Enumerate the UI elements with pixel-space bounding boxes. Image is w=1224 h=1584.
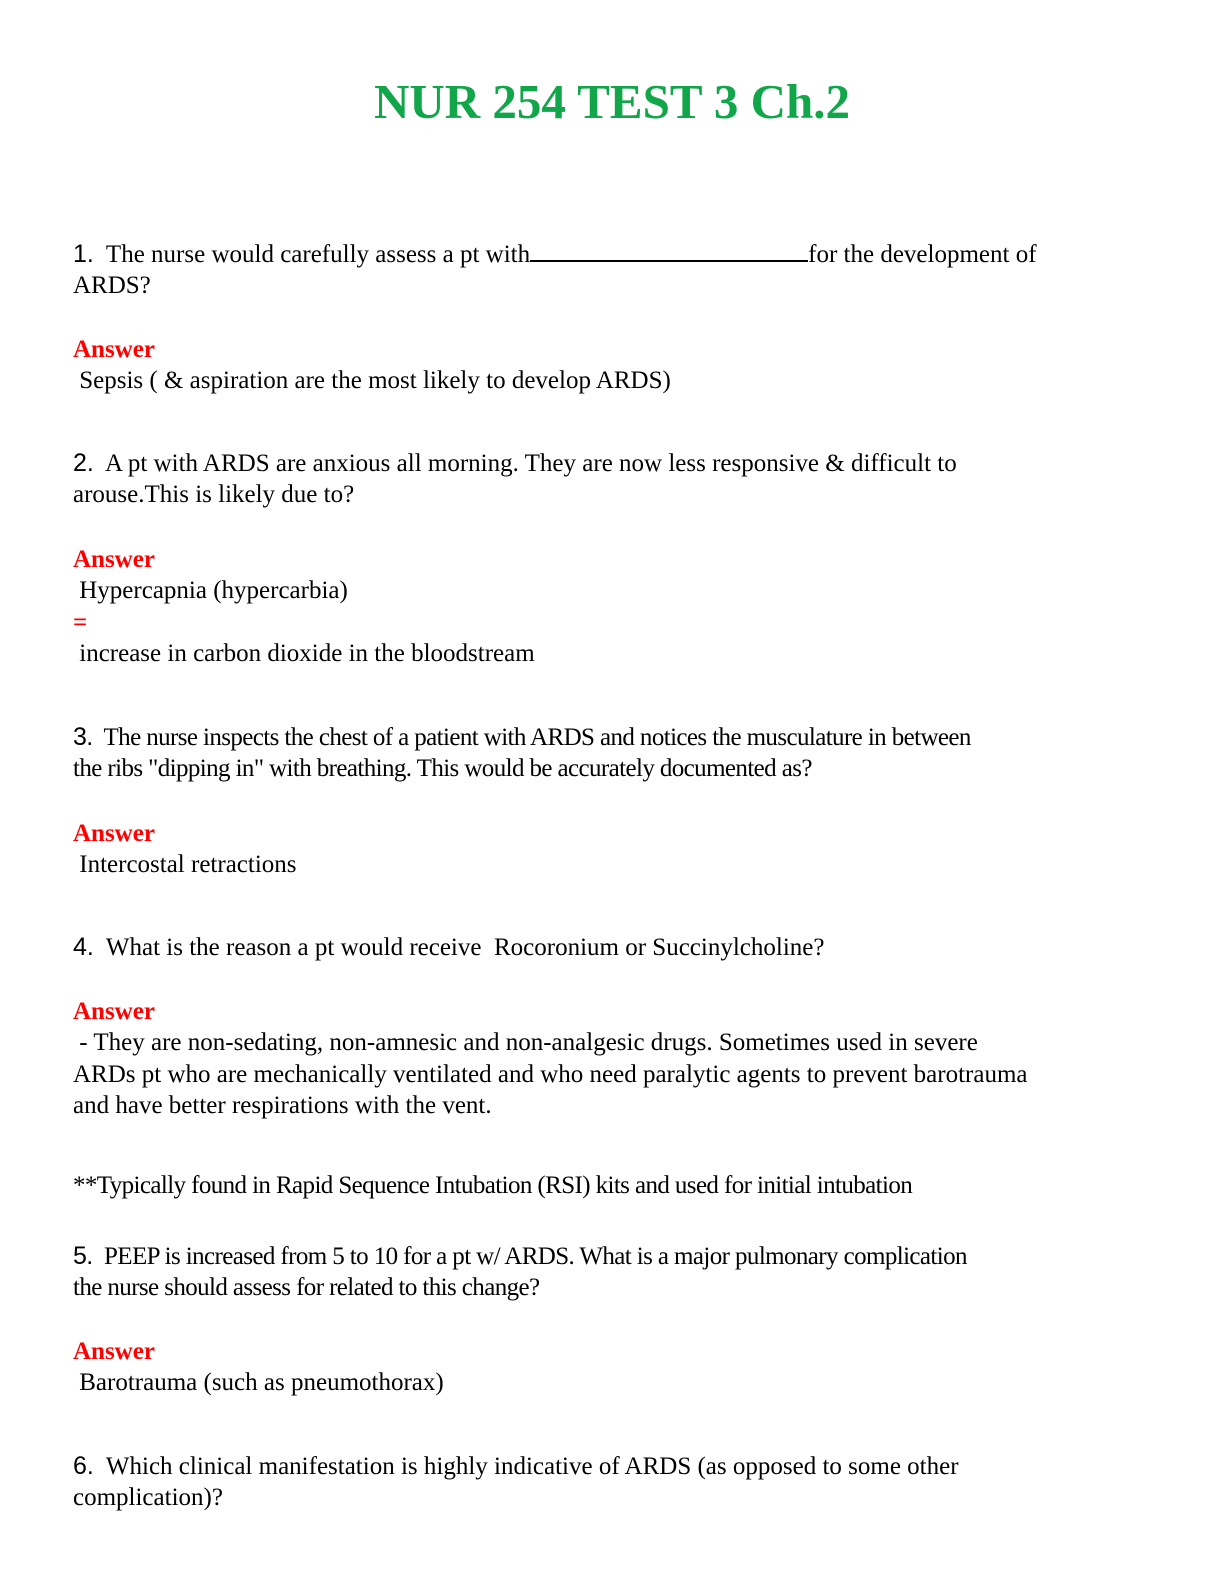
question-1 xyxy=(73,206,1153,302)
question-text: arouse.This is likely due to? xyxy=(73,481,355,508)
equals-sign: = xyxy=(73,608,88,636)
question-3 xyxy=(73,690,1153,785)
answer-block-5 xyxy=(73,1304,1153,1399)
question-number: 6. xyxy=(73,1451,94,1480)
question-5 xyxy=(73,1209,1153,1304)
question-text: The nurse would carefully assess a pt with xyxy=(105,240,531,268)
answer-label: Answer xyxy=(73,819,155,847)
question-4 xyxy=(73,900,1153,963)
question-text: for the development of xyxy=(808,240,1037,268)
question-text: PEEP is increased from 5 to 10 for a pt w/ ARDS. What is a major pulmonary complication xyxy=(103,1242,967,1270)
answer-text: ARDs pt who are mechanically ventilated and who need paralytic agents to prevent barotrauma xyxy=(73,1060,1028,1088)
question-text: the ribs "dipping in" with breathing. This would be accurately documented as? xyxy=(73,755,812,782)
answer-label: Answer xyxy=(73,335,155,363)
answer-note-4 xyxy=(73,1138,1153,1201)
answer-text: increase in carbon dioxide in the bloodstream xyxy=(73,640,535,667)
fill-in-blank xyxy=(530,238,808,262)
answer-text: Sepsis ( & aspiration are the most likely to develop ARDS) xyxy=(73,367,671,394)
question-text: Which clinical manifestation is highly indicative of ARDS (as opposed to some other xyxy=(105,1452,959,1480)
question-number: 3. xyxy=(73,722,93,751)
question-6 xyxy=(73,1419,1153,1514)
answer-block-2 xyxy=(73,512,1153,670)
page-title: NUR 254 TEST 3 Ch.2 xyxy=(373,74,851,129)
answer-block-1 xyxy=(73,302,1153,397)
answer-block-3 xyxy=(73,786,1153,881)
answer-text: and have better respirations with the vent. xyxy=(73,1092,492,1119)
note-text: **Typically found in Rapid Sequence Intubation (RSI) kits and used for initial intubation xyxy=(73,1171,913,1199)
question-number: 5. xyxy=(73,1241,93,1270)
question-text: A pt with ARDS are anxious all morning. They are now less responsive & difficult to xyxy=(104,449,957,477)
question-text: the nurse should assess for related to this change? xyxy=(73,1274,540,1301)
question-number: 2. xyxy=(73,448,94,477)
answer-label: Answer xyxy=(73,1337,155,1365)
question-text: ARDS? xyxy=(73,272,151,299)
question-2 xyxy=(73,416,1153,511)
question-text: The nurse inspects the chest of a patient with ARDS and notices the musculature in between xyxy=(103,723,971,751)
answer-label: Answer xyxy=(73,545,155,573)
answer-block-4 xyxy=(73,964,1153,1122)
answer-text: Intercostal retractions xyxy=(73,851,297,878)
answer-text: Barotrauma (such as pneumothorax) xyxy=(73,1369,444,1396)
question-text: What is the reason a pt would receive Rocoronium or Succinylcholine? xyxy=(105,933,825,961)
question-number: 4. xyxy=(73,932,94,961)
answer-text: - They are non-sedating, non-amnesic and non-analgesic drugs. Sometimes used in severe xyxy=(73,1029,978,1056)
question-text: complication)? xyxy=(73,1484,223,1511)
answer-text: Hypercapnia (hypercarbia) xyxy=(73,577,348,604)
question-number: 1. xyxy=(73,239,94,268)
answer-label: Answer xyxy=(73,997,155,1025)
